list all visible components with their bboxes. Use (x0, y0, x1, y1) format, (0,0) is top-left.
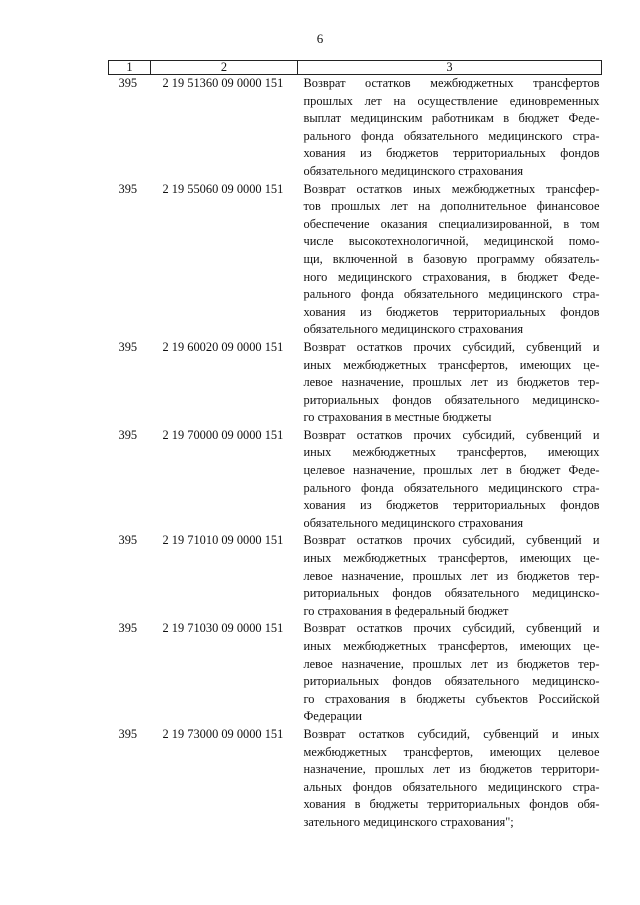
budget-classification-code-cell: 2 19 55060 09 0000 151 (162, 181, 284, 196)
income-description-cell (298, 427, 602, 533)
budget-classification-code-cell: 2 19 71010 09 0000 151 (162, 533, 284, 548)
administrator-code-cell: 395 (118, 181, 138, 196)
budget-classification-code-cell: 2 19 60020 09 0000 151 (162, 339, 284, 354)
budget-classification-code-cell: 2 19 71030 09 0000 151 (162, 621, 284, 636)
description-line: Возврат остатков прочих субсидий, субвенций и (303, 339, 600, 354)
description-line: риториальных фондов обязательного медицинско- (303, 392, 600, 407)
header-cell-2: 2 (151, 61, 298, 75)
description-line: тов прошлых лет на дополнительное финансовое (303, 199, 600, 214)
income-description-cell (298, 181, 602, 339)
administrator-code-cell: 395 (118, 621, 138, 636)
description-line: левое назначение, прошлых лет из бюджетов тер- (303, 656, 600, 671)
table-row (109, 620, 602, 726)
page-number: 6 (316, 31, 324, 46)
description-line: Возврат остатков прочих субсидий, субвенций и (303, 427, 600, 442)
description-line: целевое назначение, прошлых лет в бюджет Феде- (303, 463, 600, 478)
table-row (109, 75, 602, 181)
budget-codes-table (108, 60, 602, 832)
table-row (109, 726, 602, 832)
description-line: зательного медицинского страхования"; (303, 814, 514, 829)
description-line: Федерации (303, 709, 363, 724)
description-line: Возврат остатков субсидий, субвенций и иных (303, 726, 600, 741)
description-line: Возврат остатков иных межбюджетных трансфер- (303, 181, 600, 196)
income-description-cell (298, 620, 602, 726)
income-description-cell (298, 339, 602, 427)
description-line: хования в бюджеты территориальных фондов обя- (303, 797, 600, 812)
header-cell-1: 1 (109, 61, 151, 75)
administrator-code-cell: 395 (118, 533, 138, 548)
description-line: го страхования в федеральный бюджет (303, 603, 509, 618)
description-line: хования из бюджетов территориальных фондов (303, 498, 600, 513)
header-cell-3: 3 (298, 61, 602, 75)
table-row (109, 427, 602, 533)
description-line: го страхования в бюджеты субъектов Российской (303, 691, 600, 706)
budget-classification-code-cell: 2 19 70000 09 0000 151 (162, 427, 284, 442)
description-line: рального фонда обязательного медицинского стра- (303, 287, 600, 302)
description-line: хования из бюджетов территориальных фондов (303, 146, 600, 161)
description-line: иных межбюджетных трансфертов, имеющих це- (303, 551, 600, 566)
administrator-code-cell: 395 (118, 339, 138, 354)
description-line: Возврат остатков прочих субсидий, субвенций и (303, 533, 600, 548)
description-line: Возврат остатков межбюджетных трансфертов (303, 76, 600, 90)
description-line: обязательного медицинского страхования (303, 322, 524, 337)
income-description-cell (298, 532, 602, 620)
description-line: ного медицинского страхования, в бюджет Феде- (303, 269, 600, 284)
description-line: альных фондов обязательного медицинского стра- (303, 779, 600, 794)
description-line: рального фонда обязательного медицинского стра- (303, 480, 600, 495)
description-line: обязательного медицинского страхования (303, 515, 524, 530)
description-line: риториальных фондов обязательного медицинско- (303, 674, 600, 689)
description-line: рального фонда обязательного медицинского стра- (303, 128, 600, 143)
description-line: риториальных фондов обязательного медицинско- (303, 586, 600, 601)
administrator-code-cell: 395 (118, 427, 138, 442)
description-line: го страхования в местные бюджеты (303, 410, 492, 425)
description-line: выплат медицинским работникам в бюджет Феде- (303, 111, 600, 126)
table-row (109, 532, 602, 620)
description-line: иных межбюджетных трансфертов, имеющих це- (303, 639, 600, 653)
description-line: обеспечение оказания специализированной, в том (303, 216, 600, 231)
table-header-row (109, 61, 602, 75)
description-line: Возврат остатков прочих субсидий, субвенций и (303, 621, 600, 636)
description-line: назначение, прошлых лет из бюджетов территори- (303, 762, 600, 777)
income-description-cell (298, 726, 602, 832)
description-line: хования из бюджетов территориальных фондов (303, 304, 600, 319)
description-line: прошлых лет на осуществление единовременных (303, 93, 600, 108)
income-description-cell (298, 75, 602, 181)
description-line: иных межбюджетных трансфертов, имеющих (303, 445, 600, 460)
description-line: межбюджетных трансфертов, имеющих целевое (303, 744, 600, 759)
table-row (109, 339, 602, 427)
description-line: обязательного медицинского страхования (303, 163, 524, 178)
description-line: левое назначение, прошлых лет из бюджетов тер- (303, 375, 600, 390)
administrator-code-cell: 395 (118, 726, 138, 741)
description-line: иных межбюджетных трансфертов, имеющих це- (303, 357, 600, 372)
description-line: левое назначение, прошлых лет из бюджетов тер- (303, 568, 600, 583)
budget-classification-code-cell: 2 19 73000 09 0000 151 (162, 726, 284, 741)
description-line: числе высокотехнологичной, медицинской помо- (303, 234, 600, 249)
budget-classification-code-cell: 2 19 51360 09 0000 151 (162, 76, 284, 90)
table-row (109, 181, 602, 339)
description-line: щи, включенной в базовую программу обязатель- (303, 251, 600, 266)
administrator-code-cell: 395 (118, 76, 138, 90)
